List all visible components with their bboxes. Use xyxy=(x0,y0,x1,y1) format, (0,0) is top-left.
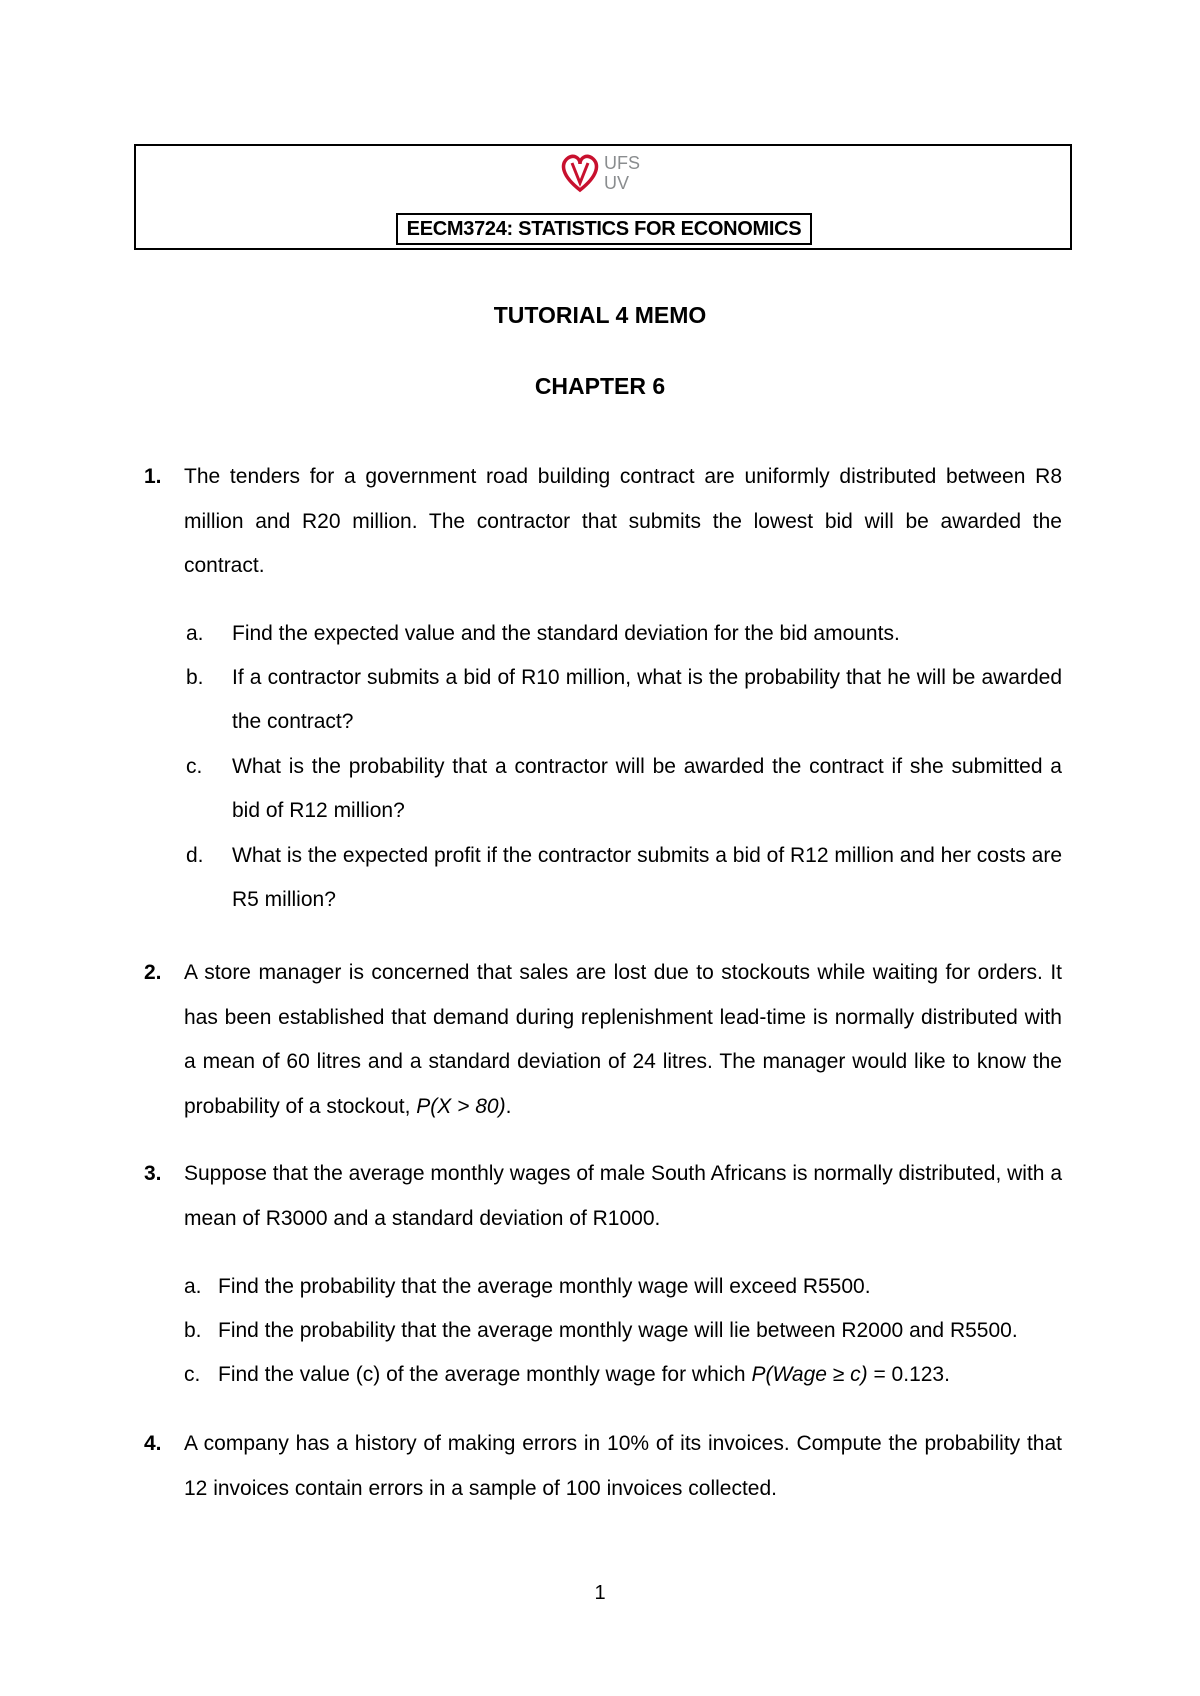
part-letter: c. xyxy=(184,1363,201,1386)
question-text: The tenders for a government road building contract are uniformly distributed between R8 million and R20 million. The contractor that submits the lowest bid will be awarded the contract. xyxy=(184,465,1062,577)
part-text: Find the probability that the average monthly wage will exceed R5500. xyxy=(218,1275,871,1298)
part-letter: c. xyxy=(186,755,203,778)
part-text: If a contractor submits a bid of R10 million, what is the probability that he will be awarded the contract? xyxy=(232,666,1062,733)
question-text: A store manager is concerned that sales are lost due to stockouts while waiting for orders. It has been established that demand during replenishment lead-time is normally distributed with a mean of 60 litres and a standard deviation of 24 litres. The manager would like to know the probability of a stockout, xyxy=(184,961,1062,1118)
question-3c xyxy=(184,1360,1068,1390)
part-text: Find the probability that the average monthly wage will lie between R2000 and R5500. xyxy=(218,1319,1018,1342)
question-3 xyxy=(144,1152,1062,1241)
question-number: 4. xyxy=(144,1432,162,1455)
part-text: Find the value (c) of the average monthly wage for which xyxy=(218,1363,752,1386)
heart-icon xyxy=(564,156,597,190)
question-1c xyxy=(186,745,1062,833)
question-4 xyxy=(144,1422,1062,1511)
question-2 xyxy=(144,951,1062,1129)
question-1a xyxy=(186,612,1062,656)
part-letter: a. xyxy=(184,1275,202,1298)
part-text: What is the probability that a contractor will be awarded the contract if she submitted a bid of R12 million? xyxy=(232,755,1062,822)
question-text-end: . xyxy=(505,1094,512,1118)
question-1b xyxy=(186,656,1062,744)
ufs-logo xyxy=(558,150,658,194)
part-text: Find the expected value and the standard deviation for the bid amounts. xyxy=(232,622,900,645)
part-letter: a. xyxy=(186,622,204,645)
question-number: 3. xyxy=(144,1162,162,1185)
document-title: TUTORIAL 4 MEMO xyxy=(493,302,707,328)
question-1d xyxy=(186,834,1062,922)
math-expression: P(Wage ≥ c) xyxy=(751,1363,868,1386)
question-3b xyxy=(184,1316,1068,1346)
course-title: EECM3724: STATISTICS FOR ECONOMICS xyxy=(396,213,812,245)
logo-text-ufs: UFS xyxy=(604,153,640,173)
question-3a xyxy=(184,1272,1068,1302)
part-text: What is the expected profit if the contractor submits a bid of R12 million and her costs are R5 million? xyxy=(232,844,1062,911)
part-letter: b. xyxy=(186,666,204,689)
question-text: A company has a history of making errors in 10% of its invoices. Compute the probability that 12 invoices contain errors in a sample of 100 invoices collected. xyxy=(184,1432,1062,1500)
chapter-heading: CHAPTER 6 xyxy=(534,373,666,399)
question-1 xyxy=(144,455,1062,589)
question-text: Suppose that the average monthly wages of male South Africans is normally distributed, with a mean of R3000 and a standard deviation of R1000. xyxy=(184,1162,1062,1230)
page-number: 1 xyxy=(594,1582,606,1604)
math-expression: P(X > 80) xyxy=(416,1094,506,1118)
part-text-end: = 0.123. xyxy=(867,1363,950,1386)
question-number: 1. xyxy=(144,465,162,488)
logo-text-uv: UV xyxy=(604,173,630,193)
part-letter: d. xyxy=(186,844,204,867)
part-letter: b. xyxy=(184,1319,202,1342)
question-number: 2. xyxy=(144,961,162,984)
